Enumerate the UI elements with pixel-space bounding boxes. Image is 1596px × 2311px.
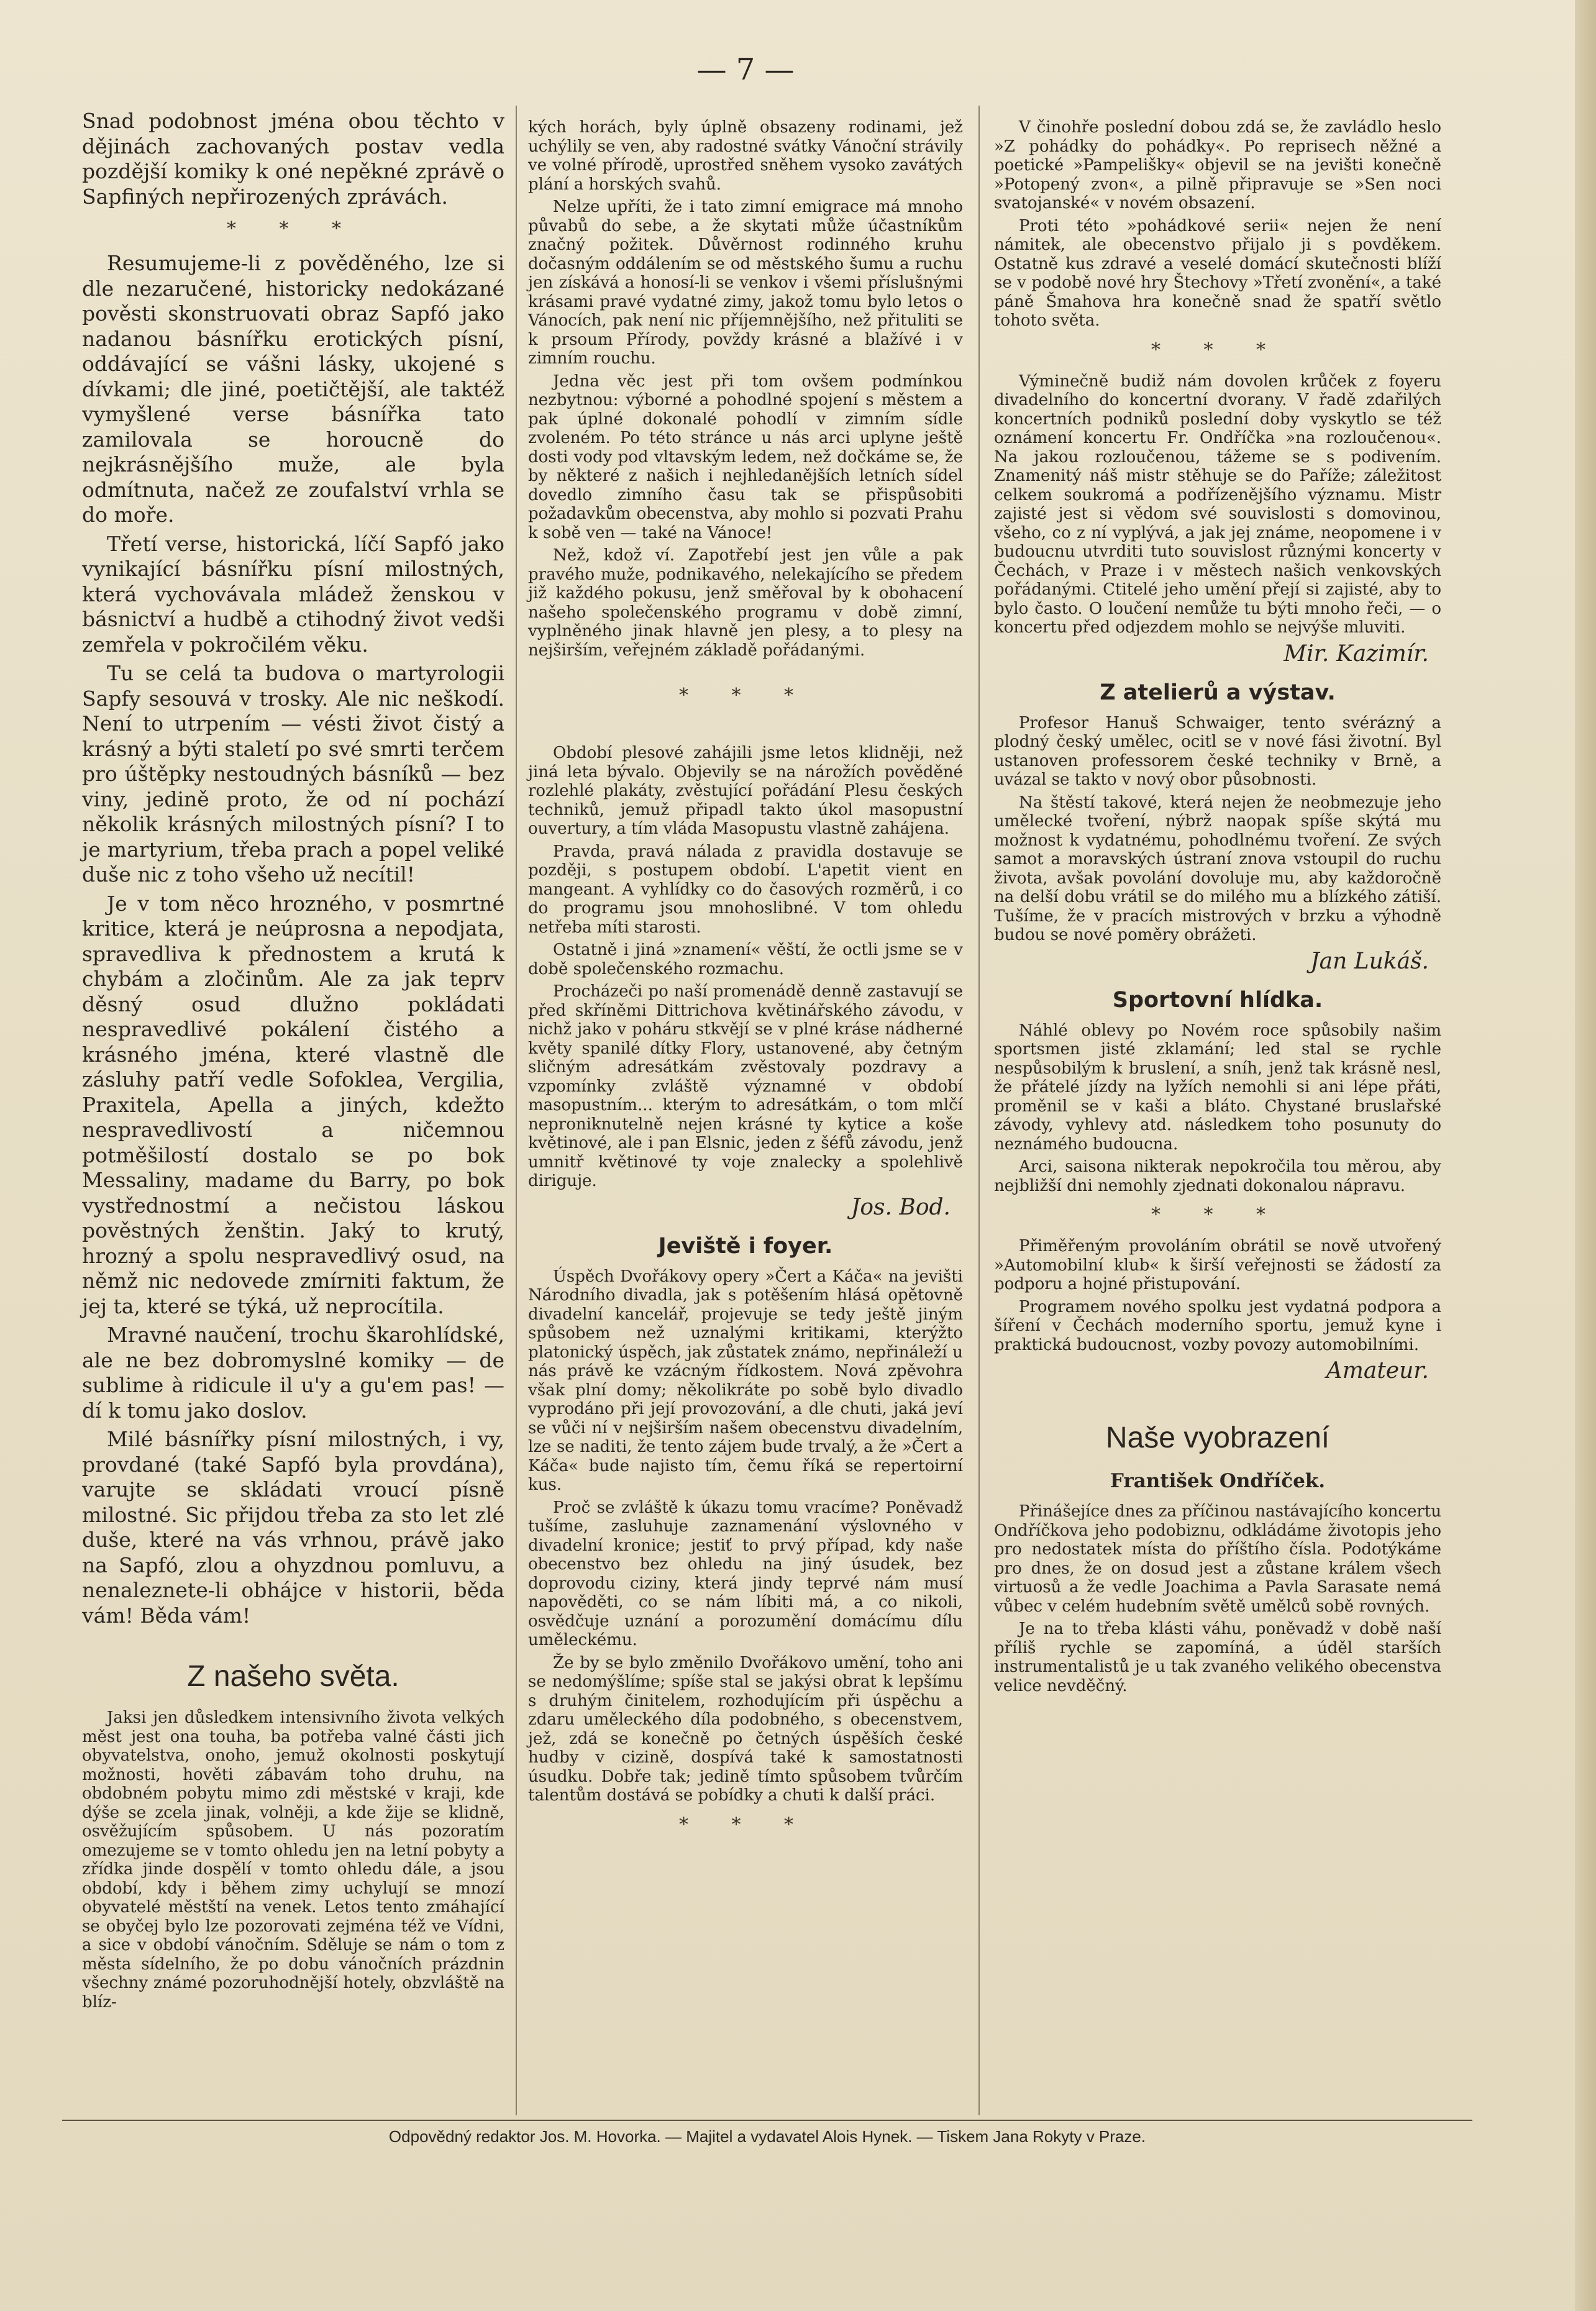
signature: Jan Lukáš. <box>1310 948 1429 974</box>
section-stars: * * * <box>1151 339 1285 361</box>
article-paragraph: Resumujeme-li z pověděného, lze si dle nezaručené, historicky nedokázané pověsti skonstruovati obraz Sapfó jako nadanou básnířku erotických písní, oddávající se vášni lásky, ukojené s dívkami; dle jiné, poetičtější, ale taktéž vymyšlené verse básnířka tato zamilovala se horoucně do nejkrásnějšího muže, ale byla odmítnuta, načež ze zoufalství vrhla se do moře. <box>82 251 504 527</box>
article-paragraph: Mravné naučení, trochu škarohlídské, ale ne bez dobromyslné komiky — de sublime à ridicule il u'y a gu'em pas! — dí k tomu jako doslov. <box>82 1323 504 1423</box>
article-paragraph: Arci, saisona nikterak nepokročila tou měrou, aby nejbližší dni nemohly zjednati dokonalou nápravu. <box>994 1157 1441 1195</box>
section-stars: * * * <box>1151 1204 1285 1226</box>
column-2 <box>528 118 963 1847</box>
article-paragraph: Úspěch Dvořákovy opery »Čert a Káča« na jevišti Národního divadla, jak s potěšením hlásá opětovně divadelní kancelář, projevuje se tedy ještě jiným spůsobem než uznalými kritikami, kterýžto platonický úspěch, jak zůstatek známo, nepřináleží u nás právě ke vzácným řídkostem. Nová zpěvohra však plní domy; několikráte po sobě bylo divadlo vyprodáno při její provozování, a dle chuti, jaká jeví se vůči ní v nejširším našem obecenstvu divadelním, lze se naditi, že tento zájem bude trvalý, a že »Čert a Káča« bude najisto tím, čemu říká se repertoirní kus. <box>528 1267 963 1494</box>
article-paragraph: Je v tom něco hrozného, v posmrtné kritice, která je neúprosna a nepodjata, spravedliva k přednostem a krutá k chybám a zločinům. Ale za jak teprv děsný osud dlužno pokládati nespravedlivé pokálení čistého a krásného jména, které vlastně dle zásluhy patří vedle Sofoklea, Vergilia, Praxitela, Apella a jiných, kdežto nespravedlivostí a ničemnou potměšilostí dostalo se po bok Messaliny, madame du Barry, po bok vystřednostmí a nečistou láskou pověstných ženštin. Jaký to krutý, hrozný a spolu nespravedlivý osud, na němž nic nedovede zmírniti faktum, že jej ta, které se týká, už neprocítila. <box>82 891 504 1318</box>
article-paragraph: Třetí verse, historická, líčí Sapfó jako vynikající básnířku písní milostných, která vychovávala mládež ženskou v básnictví a hudbě a ctihodný život vedši zemřela v pokročilém věku. <box>82 531 504 657</box>
article-paragraph: Náhlé oblevy po Novém roce spůsobily našim sportsmen jisté zklamání; led stal se rychle nespůsobilým k bruslení, a sníh, jenž tak krásně nesl, že přátelé jízdy na lyžích nemohli si ani lépe přáti, proměnil se v kaši a bláto. Chystané bruslařské závody, vyhlevy atd. následkem toho posunuty do neznámého budoucna. <box>994 1021 1441 1154</box>
column-rule-2 <box>978 106 980 2115</box>
article-paragraph: Programem nového spolku jest vydatná podpora a šíření v Čechách moderního sportu, jemuž kyne i praktická budoucnost, vozby povozy automobilními. <box>994 1297 1441 1354</box>
article-paragraph: Období plesové zahájili jsme letos klidněji, než jiná leta bývalo. Objevily se na nárožích pověděné rozlehlé plakáty, zvěstující pořádání Plesu českých techniků, jemuž připadl takto úkol masopustní ouvertury, a tím vláda Masopustu vlastně zahájena. <box>528 744 963 838</box>
section-stars: * * * <box>678 685 813 706</box>
article-paragraph: Snad podobnost jména obou těchto v dějinách zachovaných postav vedla pozdější komiky k oné nepěkné zprávě o Sapfiných nepřirozených zprávách. <box>82 109 504 209</box>
article-paragraph: Na štěstí takové, která nejen že neobmezuje jeho umělecké tvoření, nýbrž naopak spíše skýtá mu možnost k vydatnému, pohodlnému tvoření. Ze svých samot a moravských ústraní znova vstoupil do ruchu života, avšak povolání dovoluje mu, aby každoročně na delší dobu vrátil se do milého mu a blízkého zátiší. Tušíme, že v pracích mistrových v brzku a výhodně budou se nové poměry obrážeti. <box>994 793 1441 944</box>
section-heading: Jeviště i foyer. <box>658 1233 833 1259</box>
article-paragraph: Profesor Hanuš Schwaiger, tento svérázný a plodný český umělec, ocitl se v nové fási životní. Byl ustanoven professorem české techniky v Brně, a uvázal se takto v nový obor působnosti. <box>994 713 1441 789</box>
article-paragraph: Přinášejíce dnes za příčinou nastávajícího koncertu Ondříčkova jeho podobiznu, odkládáme životopis jeho pro nedostatek místa do příštího čísla. Podotýkáme pro dnes, že on dosud jest a zůstane králem všech virtuosů a že vedle Joachima a Pavla Sarasate nemá vůbec v celém hudebním světě umělců sobě rovných. <box>994 1502 1441 1616</box>
section-stars: * * * <box>226 218 360 240</box>
imprint-footer: Odpovědný redaktor Jos. M. Hovorka. — Majitel a vydavatel Alois Hynek. — Tiskem Jana Rokyty v Praze. <box>388 2127 1146 2146</box>
signature: Mir. Kazimír. <box>1284 640 1429 667</box>
article-paragraph: Proti této »pohádkové serii« nejen že není námitek, ale obecenstvo přijalo ji s povděkem. Ostatně kus zdravé a veselé domácí skutečnosti blíží se v podobě nové hry Štechovy »Třetí zvonění«, a také páně Šmahova hra konečně snad že spatří světlo tohoto světa. <box>994 216 1441 330</box>
article-paragraph: Nelze upříti, že i tato zimní emigrace má mnoho půvabů do sebe, a že skytati může účastníkům značný požitek. Důvěrnost rodinného kruhu dočasným oddálením se od městského šumu a ruchu jen získává a honosí-li se venkov i všemi příslušnými krásami pravé vydatné zimy, jakož tomu bylo letos o Vánocích, pak není nic příjemnějšího, než přituliti se k prsoum Přírody, povždy krásné a blažívé i v zimním rouchu. <box>528 198 963 368</box>
section-title: Naše vyobrazení <box>1105 1421 1330 1454</box>
signature: Amateur. <box>1326 1358 1429 1383</box>
article-paragraph: V činohře poslední dobou zdá se, že zavládlo heslo »Z pohádky do pohádky«. Po reprisech něžné a poetické »Pampelišky« objevil se na jevišti konečně »Potopený zvon«, a pilně připravuje se »Sen noci svatojanské« v novém obsazení. <box>994 118 1441 212</box>
signature: Jos. Bod. <box>850 1194 951 1220</box>
column-1 <box>82 109 504 2015</box>
article-paragraph: Že by se bylo změnilo Dvořákovo umění, toho ani se nedomýšlíme; spíše stal se jakýsi obrat k lepšímu s druhým činitelem, rozhodujícím při úspěchu a zdaru uměleckého díla podobného, s obecenstvem, jež, zdá se konečně po četných úspěších české hudby v cizině, dospívá také k samostatnosti úsudku. Dobře tak; jedině tímto spůsobem tvůrčím talentům dostává se pobídky a chuti k další práci. <box>528 1653 963 1805</box>
article-paragraph: Než, kdož ví. Zapotřebí jest jen vůle a pak pravého muže, podnikavého, nelekajícího se předem již každého pokusu, jenž směřoval by k obohacení našeho společenského programu v době zimní, vyplněného jinak hlavně jen plesy, a to plesy na nejširším, veřejném základě pořádanými. <box>528 546 963 660</box>
article-paragraph: Ostatně i jiná »znamení« věští, že octli jsme se v době společenského rozmachu. <box>528 941 963 978</box>
article-paragraph: Tu se celá ta budova o martyrologii Sapfy sesouvá v trosky. Ale nic neškodí. Není to utrpením — vésti život čistý a krásný a býti staletí po své smrti terčem pro úštěpky nestoudných básníků — bez viny, jedině proto, že od ní pochází několik krásných milostných písní? I to je martyrium, třeba prach a popel veliké duše nic z toho všeho už necítil! <box>82 661 504 887</box>
article-paragraph: Pravda, pravá nálada z pravidla dostavuje se později, s postupem období. L'apetit vient en mangeant. A vyhlídky co do časových rozměrů, i co do programu jsou mnohoslibné. V tom ohledu netřeba míti starosti. <box>528 842 963 937</box>
article-paragraph: Milé básnířky písní milostných, i vy, provdané (také Sapfó byla provdána), varujte se skládati vroucí písně milostné. Sic přijdou třeba za sto let zlé duše, které na vás vrhnou, právě jako na Sapfó, zlou a ohyzdnou pomluvu, a nenaleznete-li obhájce v historii, běda vám! Běda vám! <box>82 1427 504 1628</box>
page-spine <box>1575 0 1596 2311</box>
footer-rule <box>62 2120 1472 2121</box>
article-paragraph: Je na to třeba klásti váhu, poněvadž v době naší příliš rychle se zapomíná, a úděl starších instrumentalistů je u tak zvaného velikého obecenstva velice nevděčný. <box>994 1620 1441 1695</box>
article-paragraph: kých horách, byly úplně obsazeny rodinami, jež uchýlily se ven, aby radostné svátky Vánoční strávily ve volné přírodě, uprostřed sněhem vysoko zavátých plání a horských svahů. <box>528 118 963 194</box>
column-rule-1 <box>516 106 517 2115</box>
page-number: — 7 — <box>696 52 795 87</box>
column-3 <box>994 118 1441 1699</box>
article-paragraph: Jedna věc jest při tom ovšem podmínkou nezbytnou: výborné a pohodlné spojení s městem a pak úplné dokonalé pohodlí v zimním sídle zvoleném. Po této stránce u nás arci uplyne ještě dosti vody pod vltavským ledem, než dočkáme se, že by některé z našich i nejhledanějších letních sídel dovedlo zimního času tak se přispůsobiti požadavkům obecenstva, aby mohlo si pozvati Prahu k sobě ven — také na Vánoce! <box>528 371 963 542</box>
section-title: Z našeho světa. <box>187 1660 399 1693</box>
section-heading: Z atelierů a výstav. <box>1100 680 1336 705</box>
article-paragraph: Výminečně budiž nám dovolen krůček z foyeru divadelního do koncertní dvorany. V řadě zdařilých koncertních podniků poslední doby vyskytlo se též oznámení koncertu Fr. Ondříčka »na rozloučenou«. Na jakou rozloučenou, tážeme se s podivením. Znamenitý náš mistr stěhuje se do Paříže; záležitost celkem soukromá a podřízenějšího významu. Mistr zajisté jest si vědom své souvislosti s domovinou, všeho, co z ní vyplývá, a jak jej známe, neopomene i v budoucnu utvrditi tuto souvislost různými koncerty v Čechách, v Praze i v městech našich venkovských pořádanými. Ctitelé jeho umění přejí si zajisté, aby to bylo často. O loučení nemůže tu býti mnoho řeči, — o koncertu před odjezdem mohlo se nejvýše mluviti. <box>994 371 1441 637</box>
subheading: František Ondříček. <box>1110 1470 1326 1492</box>
article-paragraph: Proč se zvláště k úkazu tomu vracíme? Poněvadž tušíme, zasluhuje zaznamenání výslovného v divadelní kronice; jestiť to prvý případ, kdy naše obecenstvo bez ohledu na jiný úsudek, bez doprovodu ciziny, která jindy teprvé nám musí napověděti, co se nám líbiti má, a co nikoli, osvědčuje uznání a porozumění domácímu dílu uměleckému. <box>528 1498 963 1649</box>
section-heading: Sportovní hlídka. <box>1112 987 1323 1013</box>
section-stars: * * * <box>678 1813 813 1836</box>
article-paragraph: Přiměřeným provoláním obrátil se nově utvořený »Automobilní klub« k širší veřejnosti se žádostí za podporu a hojné přistupování. <box>994 1237 1441 1293</box>
article-paragraph: Procházeči po naší promenádě denně zastavují se před skříněmi Dittrichova květinářského závodu, v nichž jako v poháru stkvějí se v plné kráse nádherné květy spanilé dítky Flory, ustanovené, aby četným sličným adresátkám zvěstovaly pozdravy a vzpomínky zvláště významné v období masopustním... kterým to adresátkám, o tom mlčí neproniknutelně nejen krásné ty kytice a koše květinové, ale i pan Elsnic, jeden z šéfů závodu, jenž umnitř květinové ty voje znalecky a spolehlivě diriguje. <box>528 982 963 1190</box>
article-paragraph: Jaksi jen důsledkem intensivního života velkých měst jest ona touha, ba potřeba valné části jich obyvatelstva, onoho, jemuž okolnosti poskytují možnosti, hověti zábavám toho druhu, na obdobném pobytu mimo zdi městské v kraji, kde dýše se zcela jinak, volněji, a kde žije se klidně, osvěžujícím spůsobem. U nás pozoratím omezujeme se v tomto ohledu jen na letní pobyty a zřídka jinde dospělí v tomto ohledu dále, a jsou období, kdy i během zimy uchylují se mnozí obyvatelé městští na venek. Letos tento zmáhající se obyčej bylo lze pozorovati zejména též ve Vídni, a sice v období vánočním. Sděluje se nám o tom z města sídelního, že po dobu vánočních prázdnin všechny známé pozoruhodnější hotely, obzvláště na blíz- <box>82 1708 504 2012</box>
